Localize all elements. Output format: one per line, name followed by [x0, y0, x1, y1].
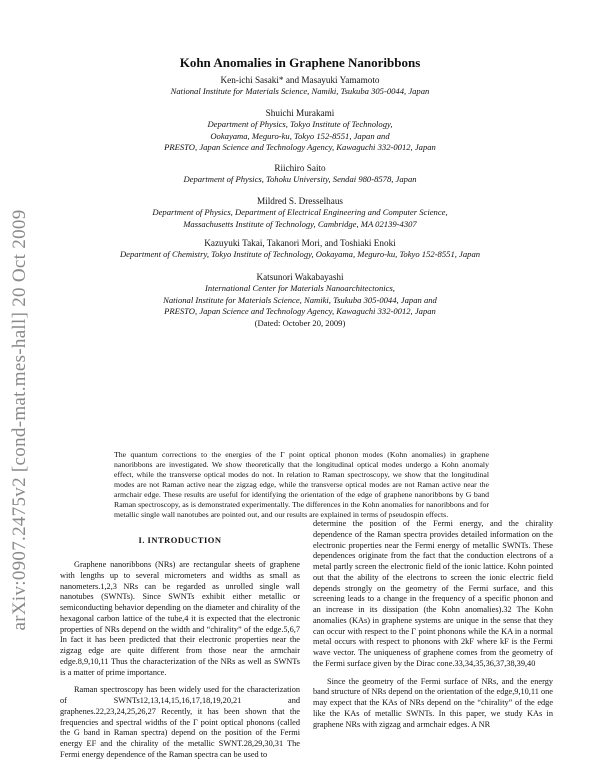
author-group-6	[60, 272, 540, 329]
authors: Katsunori Wakabayashi	[256, 272, 344, 282]
section-heading: I. INTRODUCTION	[138, 535, 222, 545]
paragraph: Since the geometry of the Fermi surface of NRs, and the energy band structure of NRs depend on the orientation of the edge,9,10,11 one may expect that the KAs of NRs depend on the “chirality” of the edge like the KAs of metallic SWNTs. In this paper, we study KAs in graphene NRs with zigzag and armchair edges. A NR	[313, 676, 553, 729]
affiliation-line: Ookayama, Meguro-ku, Tokyo 152-8551, Japan and	[210, 130, 390, 141]
abstract: The quantum corrections to the energies of the Γ point optical phonon modes (Kohn anomalies) in graphene nanoribbons are investigated. We show theoretically that the longitudinal optical modes undergo a Kohn anomaly effect, while the transverse optical modes do not. In relation to Raman spectroscopy, we show that the longitudinal modes are not Raman active near the zigzag edge, while the transverse optical modes are not Raman active near the armchair edge. These results are useful for identifying the orientation of the edge of graphene nanoribbons by G band Raman spectroscopy, as is demonstrated experimentally. The differences in the Kohn anomalies for nanoribbons and for metallic single wall nanotubes are pointed out, and our results are explained in terms of pseudospin effects.	[114, 450, 489, 519]
affiliation-line: Department of Physics, Department of Electrical Engineering and Computer Science,	[152, 207, 448, 218]
affiliation-line: National Institute for Materials Science, Namiki, Tsukuba 305-0044, Japan and	[163, 294, 437, 305]
affiliation-line: Department of Physics, Tokyo Institute of Technology,	[207, 119, 393, 130]
authors: Shuichi Murakami	[265, 108, 335, 118]
authors: Mildred S. Dresselhaus	[257, 196, 343, 206]
author-group-3	[60, 163, 540, 186]
affiliation-line: Department of Physics, Tohoku University, Sendai 980-8578, Japan	[183, 174, 417, 185]
affiliation-line: PRESTO, Japan Science and Technology Agency, Kawaguchi 332-0012, Japan	[164, 306, 436, 317]
authors: Ken-ichi Sasaki* and Masayuki Yamamoto	[220, 75, 380, 85]
dated-line: (Dated: October 20, 2009)	[254, 317, 346, 328]
right-column	[313, 519, 553, 730]
arxiv-stamp: arXiv:0907.2475v2 [cond-mat.mes-hall] 20 Oct 2009	[9, 209, 30, 631]
author-group-5	[60, 238, 540, 261]
authors: Kazuyuki Takai, Takanori Mori, and Toshiaki Enoki	[204, 238, 396, 248]
author-group-4	[60, 196, 540, 230]
authors: Riichiro Saito	[274, 163, 326, 173]
paper-title: Kohn Anomalies in Graphene Nanoribbons	[179, 55, 421, 70]
author-group-2	[60, 108, 540, 154]
paragraph: Raman spectroscopy has been widely used for the characterization of SWNTs12,13,14,15,16,17,18,19,20,21 and graphenes.22,23,24,25,26,27 Recently, it has been shown that the frequencies and spectral widths of the Γ point optical phonons (called the G band in Raman spectra) depend on the position of the Fermi energy EF and the chirality of the metallic SWNT.28,29,30,31 The Fermi energy dependence of the Raman spectra can be used to	[60, 685, 300, 759]
paragraph: Graphene nanoribbons (NRs) are rectangular sheets of graphene with lengths up to several micrometers and widths as small as nanometers.1,2,3 NRs can be regarded as unrolled single wall nanotubes (SWNTs). Since SWNTs exhibit either metallic or semiconducting behavior depending on the diameter and chirality of the hexagonal carbon lattice of the tube,4 it is expected that the electronic properties of NRs depend on the width and “chirality” of the edge.5,6,7 In fact it has been predicted that their electronic properties near the zigzag edge are quite different from those near the armchair edge.8,9,10,11 Thus the characterization of the NRs as well as SWNTs is a matter of prime importance.	[60, 560, 300, 677]
affiliation-line: National Institute for Materials Science, Namiki, Tsukuba 305-0044, Japan	[170, 86, 430, 97]
affiliation-line: International Center for Materials Nanoarchitectonics,	[205, 283, 395, 294]
affiliation-line: PRESTO, Japan Science and Technology Agency, Kawaguchi 332-0012, Japan	[164, 142, 436, 153]
affiliation-line: Massachusetts Institute of Technology, Cambridge, MA 02139-4307	[183, 218, 417, 229]
affiliation-line: Department of Chemistry, Tokyo Institute of Technology, Ookayama, Meguro-ku, Tokyo 152-8551, Japan	[119, 249, 481, 260]
paragraph: determine the position of the Fermi energy, and the chirality dependence of the Raman spectra provides detailed information on the electronic properties near the Fermi energy of metallic SWNTs. These dependences originate from the fact that the conduction electrons of a metal partly screen the electronic field of the ionic lattice. Kohn pointed out that the ability of the electrons to screen the ionic electric field depends strongly on the geometry of the Fermi surface, and this screening leads to a change in the frequency of a specific phonon and an increase in its dissipation (the Kohn anomalies).32 The Kohn anomalies (KAs) in graphene systems are unique in the sense that they can occur with respect to the Γ point phonons while the KA in a normal metal occurs with respect to phonons with 2kF where kF is the Fermi wave vector. The uniqueness of graphene comes from the geometry of the Fermi surface given by the Dirac cone.33,34,35,36,37,38,39,40	[313, 519, 553, 668]
left-column	[60, 560, 300, 761]
author-group-1	[60, 75, 540, 98]
